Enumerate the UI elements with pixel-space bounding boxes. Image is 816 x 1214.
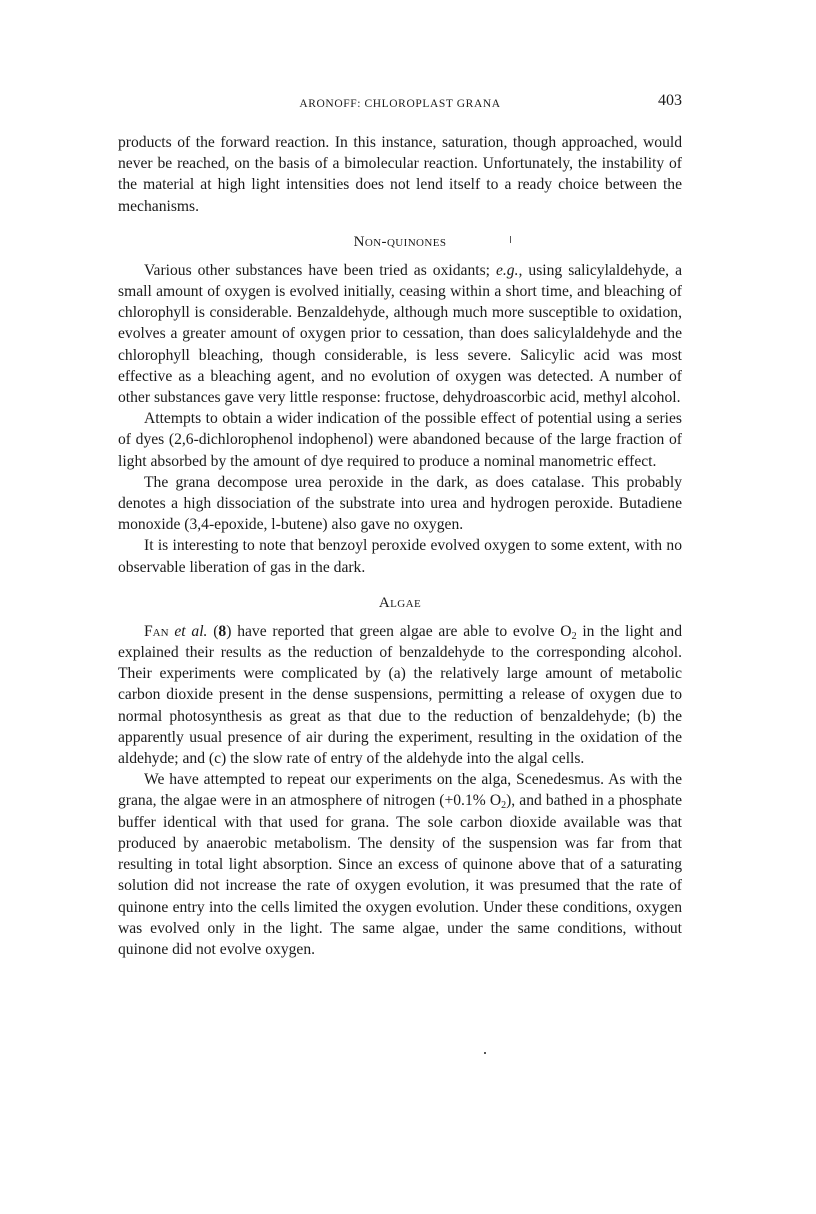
- section-heading-algae: Algae: [378, 594, 422, 611]
- text-run: Various other substances have been tried as oxidants;: [144, 261, 496, 279]
- text-run: ), and bathed in a phosphate buffer identical with that used for grana. The sole carbon dioxide available was that produced by anaerobic metabolism. The density of the suspension was far from that resulting in total light absorption. Since an excess of quinone above that of a saturating solution did not increase the rate of oxygen evolution, it was presumed that the rate of quinone entry into the cells limited the oxygen evolution. Under these conditions, oxygen was evolved only in the light. The same algae, under the same conditions, without quinone did not evolve oxygen.: [118, 792, 682, 958]
- italic-et-al: et al.: [174, 622, 208, 640]
- scan-speck: [484, 1052, 486, 1054]
- scan-speck: [510, 236, 511, 243]
- non-quinones-paragraph-1: [118, 260, 682, 408]
- text-run: We have attempted to repeat our experiments on the alga, Scenedesmus. As with the grana, the algae were in an atmosphere of nitrogen (+0.1% O: [118, 771, 682, 810]
- section-heading-non-quinones: Non-quinones: [353, 233, 447, 250]
- subscript: 2: [501, 800, 507, 812]
- running-title: ARONOFF: CHLOROPLAST GRANA: [299, 98, 501, 110]
- subscript: 2: [571, 630, 577, 642]
- non-quinones-paragraph-2: Attempts to obtain a wider indication of the possible effect of potential using a series of dyes (2,6-dichlorophenol indophenol) were abandoned because of the large fraction of light absorbed by the amount of dye required to produce a nominal manometric effect.: [118, 410, 682, 470]
- algae-paragraph-1: [118, 621, 682, 769]
- intro-paragraph: products of the forward reaction. In this instance, saturation, though approached, would never be reached, on the basis of a bimolecular reaction. Unfortunately, the instability of the material at high light intensities does not lend itself to a ready choice between the mechanisms.: [118, 134, 682, 215]
- text-run: ) have reported that green algae are able to evolve O: [226, 622, 572, 640]
- italic-eg: e.g.,: [495, 261, 523, 279]
- running-head: [118, 92, 682, 118]
- text-run: using salicylaldehyde, a small amount of oxygen is evolved initially, ceasing within a short time, and bleaching of chlorophyll is considerable. Benzaldehyde, although much more susceptible to oxidation, evolves a greater amount of oxygen prior to cessation, than does salicylaldehyde and the chlorophyll bleaching, though considerable, is less severe. Salicylic acid was most effective as a bleaching agent, and no evolution of oxygen was detected. A number of other substances gave very little response: fructose, dehydroascorbic acid, methyl alcohol.: [118, 261, 682, 407]
- algae-paragraph-2: [118, 769, 682, 960]
- page-content: [118, 92, 682, 960]
- non-quinones-paragraph-3: The grana decompose urea peroxide in the dark, as does catalase. This probably denotes a high dissociation of the substrate into urea and hydrogen peroxide. Butadiene monoxide (3,4-epoxide, l-butene) also gave no oxygen.: [118, 473, 682, 534]
- page-number: 403: [658, 92, 682, 109]
- non-quinones-paragraph-4: It is interesting to note that benzoyl peroxide evolved oxygen to some extent, with no observable liberation of gas in the dark.: [118, 537, 682, 576]
- reference-number: 8: [218, 622, 227, 640]
- author-name: Fan: [144, 622, 169, 640]
- text-run: in the light and explained their results as the reduction of benzaldehyde to the corresponding alcohol. Their experiments were complicated by (a) the relatively large amount of metabolic carbon dioxide present in the dense suspensions, permitting a release of oxygen due to normal photosynthesis as great as that due to the reduction of benzaldehyde; (b) the apparently usual presence of air during the experiment, resulting in the oxidation of the aldehyde; and (c) the slow rate of entry of the aldehyde into the algal cells.: [118, 622, 683, 768]
- text-run: (: [207, 622, 219, 640]
